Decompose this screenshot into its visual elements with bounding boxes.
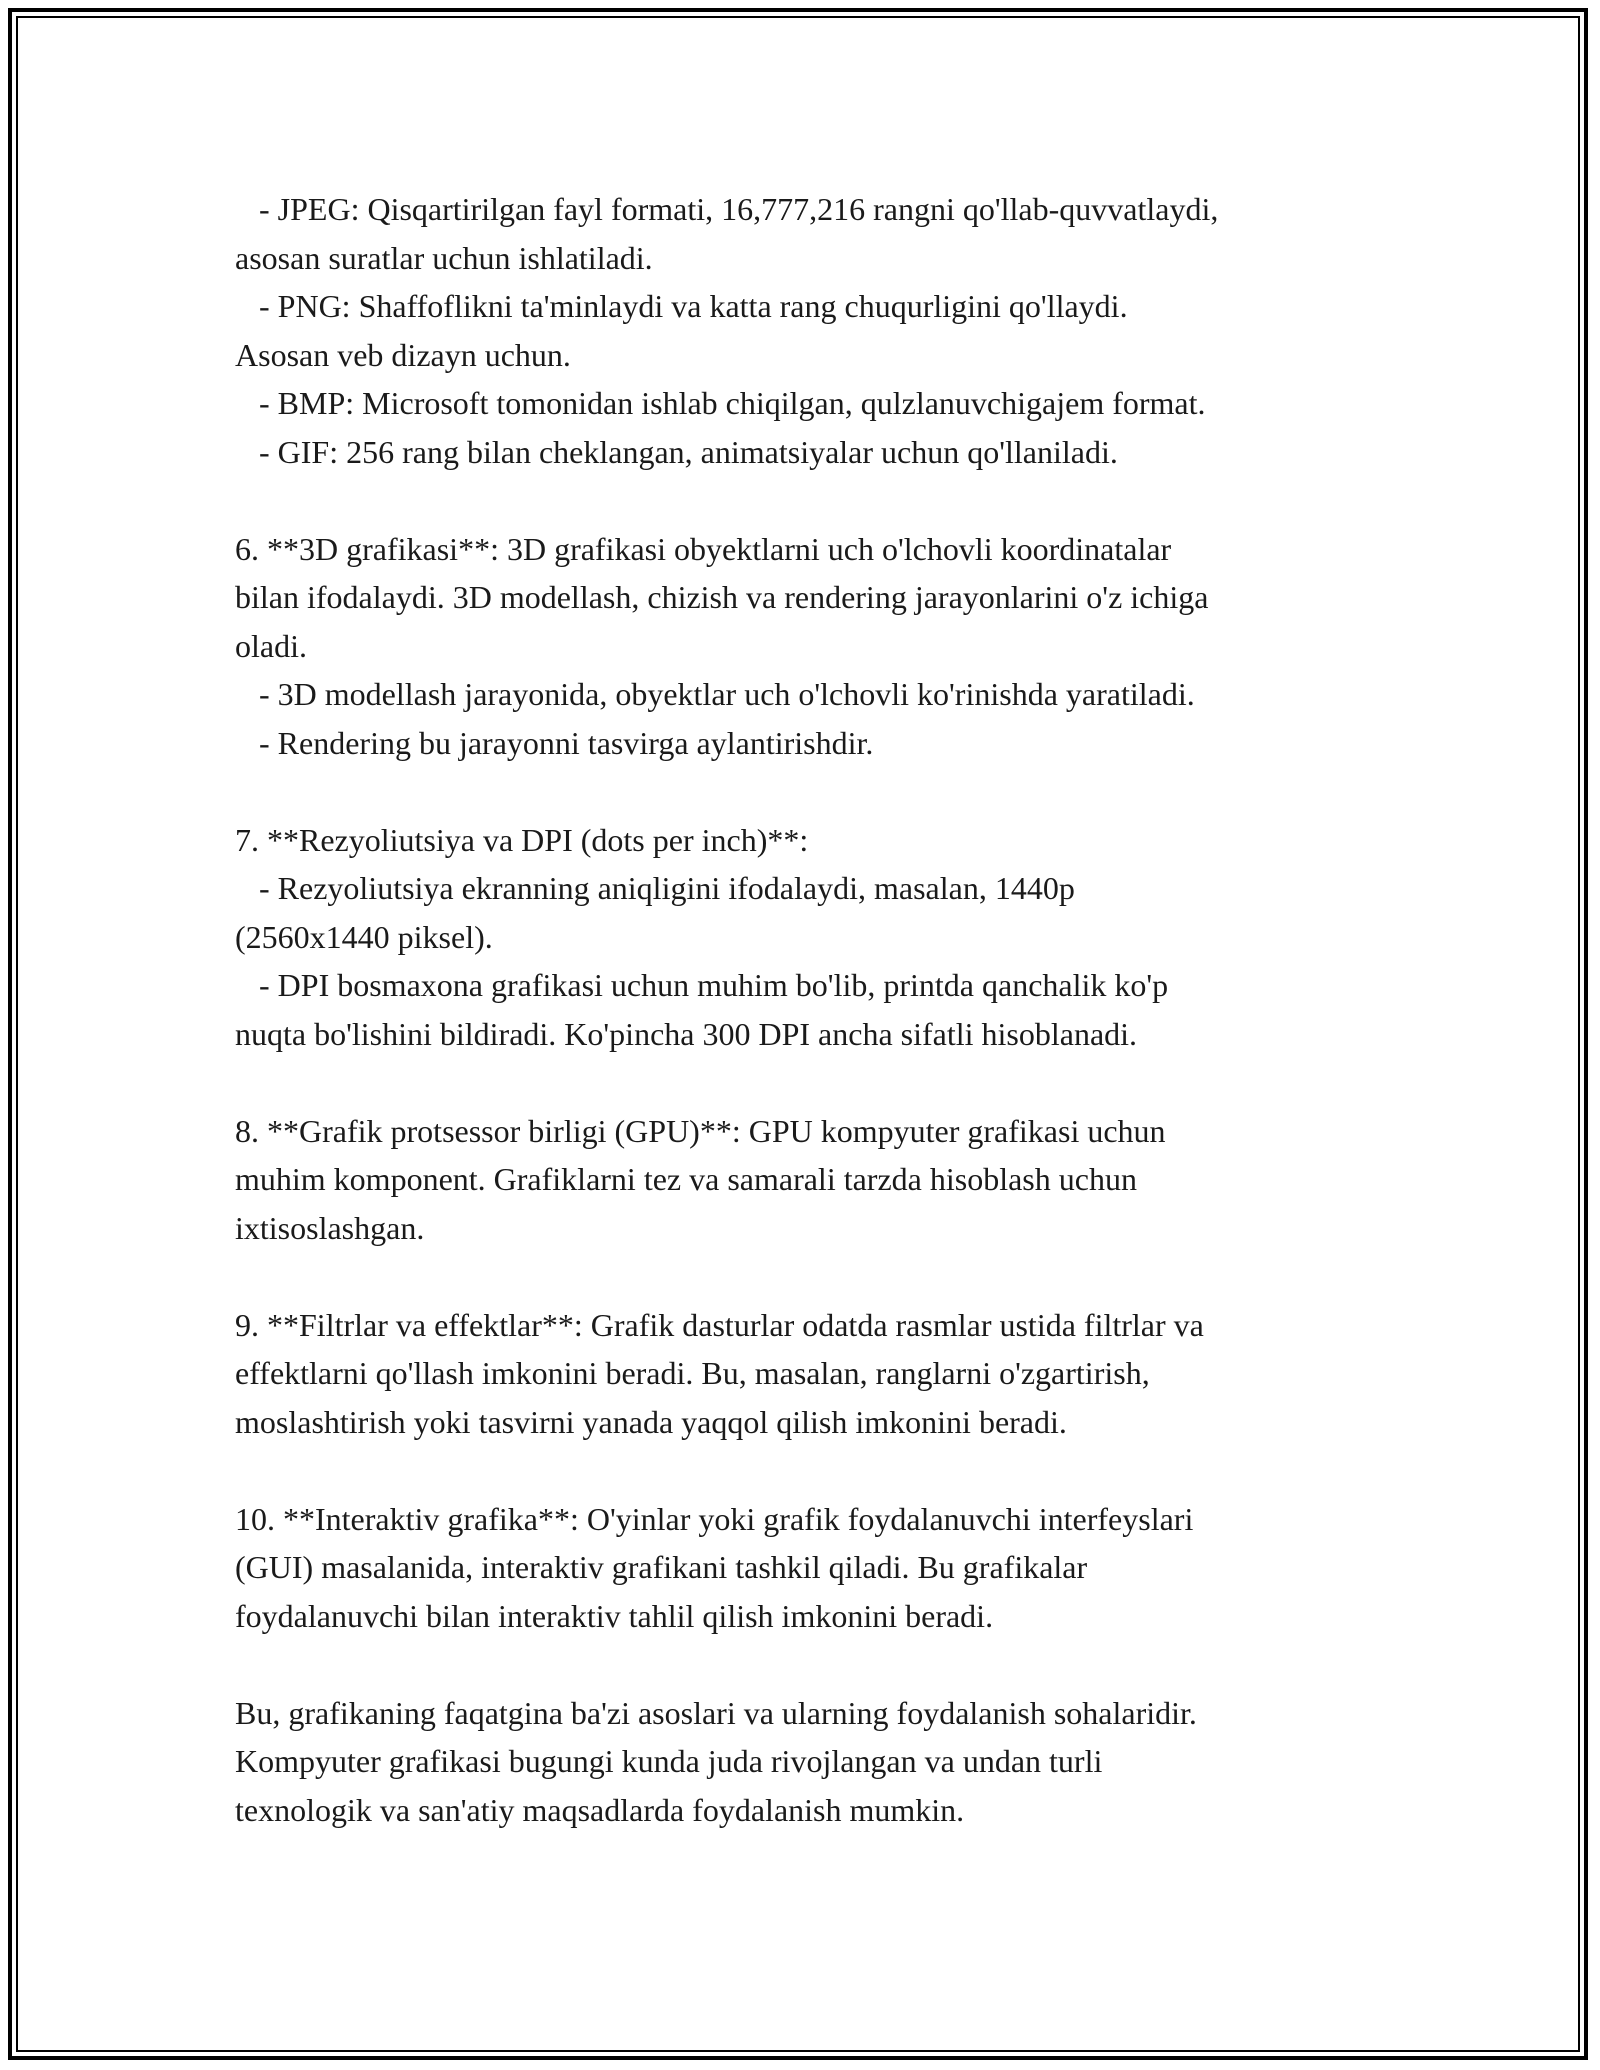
text-line: moslashtirish yoki tasvirni yanada yaqqol qilish imkonini beradi.	[235, 1403, 1067, 1440]
text-line: - Rendering bu jarayonni tasvirga aylantirishdir.	[235, 724, 874, 761]
document-body	[235, 185, 1415, 1834]
text-line: 6. **3D grafikasi**: 3D grafikasi obyektlarni uch o'lchovli koordinatalar	[235, 530, 1172, 567]
text-line: (GUI) masalanida, interaktiv grafikani tashkil qiladi. Bu grafikalar	[235, 1549, 1088, 1585]
text-line: - PNG: Shaffoflikni ta'minlaydi va katta rang chuqurligini qo'llaydi.	[235, 288, 1128, 324]
paragraph-gap	[235, 1446, 1415, 1495]
text-line: 8. **Grafik protsessor birligi (GPU)**: GPU kompyuter grafikasi uchun	[235, 1112, 1166, 1149]
text-line: - BMP: Microsoft tomonidan ishlab chiqilgan, qulzlanuvchigajem format.	[235, 385, 1206, 421]
text-line: - JPEG: Qisqartirilgan fayl formati, 16,777,216 rangni qo'llab-quvvatlaydi,	[235, 191, 1219, 227]
text-line: asosan suratlar uchun ishlatiladi.	[235, 239, 653, 276]
text-line: Bu, grafikaning faqatgina ba'zi asoslari va ularning foydalanish sohalaridir.	[235, 1694, 1197, 1731]
text-line: 10. **Interaktiv grafika**: O'yinlar yoki grafik foydalanuvchi interfeyslari	[235, 1500, 1194, 1537]
text-line: (2560x1440 piksel).	[235, 918, 493, 955]
text-line: effektlarni qo'llash imkonini beradi. Bu, masalan, ranglarni o'zgartirish,	[235, 1355, 1150, 1391]
text-line: oladi.	[235, 627, 307, 664]
paragraph-gap	[235, 1252, 1415, 1301]
text-line: 7. **Rezyoliutsiya va DPI (dots per inch)**:	[235, 821, 809, 858]
text-line: texnologik va san'atiy maqsadlarda foydalanish mumkin.	[235, 1791, 965, 1828]
text-line: ixtisoslashgan.	[235, 1209, 425, 1246]
text-line: foydalanuvchi bilan interaktiv tahlil qilish imkonini beradi.	[235, 1597, 994, 1634]
text-line: muhim komponent. Grafiklarni tez va samarali tarzda hisoblash uchun	[235, 1161, 1137, 1197]
text-line: nuqta bo'lishini bildiradi. Ko'pincha 300 DPI ancha sifatli hisoblanadi.	[235, 1015, 1138, 1052]
text-line: - DPI bosmaxona grafikasi uchun muhim bo'lib, printda qanchalik ko'p	[235, 967, 1169, 1003]
paragraph-gap	[235, 1640, 1415, 1689]
paragraph-gap	[235, 767, 1415, 816]
text-line: - GIF: 256 rang bilan cheklangan, animatsiyalar uchun qo'llaniladi.	[235, 433, 1118, 470]
paragraph-gap	[235, 1058, 1415, 1107]
text-line: Kompyuter grafikasi bugungi kunda juda rivojlangan va undan turli	[235, 1743, 1103, 1779]
text-line: - 3D modellash jarayonida, obyektlar uch o'lchovli ko'rinishda yaratiladi.	[235, 676, 1195, 712]
text-line: Asosan veb dizayn uchun.	[235, 336, 571, 373]
paragraph-gap	[235, 476, 1415, 525]
text-line: bilan ifodalaydi. 3D modellash, chizish va rendering jarayonlarini o'z ichiga	[235, 579, 1209, 615]
text-line: - Rezyoliutsiya ekranning aniqligini ifodalaydi, masalan, 1440p	[235, 870, 1075, 906]
text-line: 9. **Filtrlar va effektlar**: Grafik dasturlar odatda rasmlar ustida filtrlar va	[235, 1306, 1204, 1343]
